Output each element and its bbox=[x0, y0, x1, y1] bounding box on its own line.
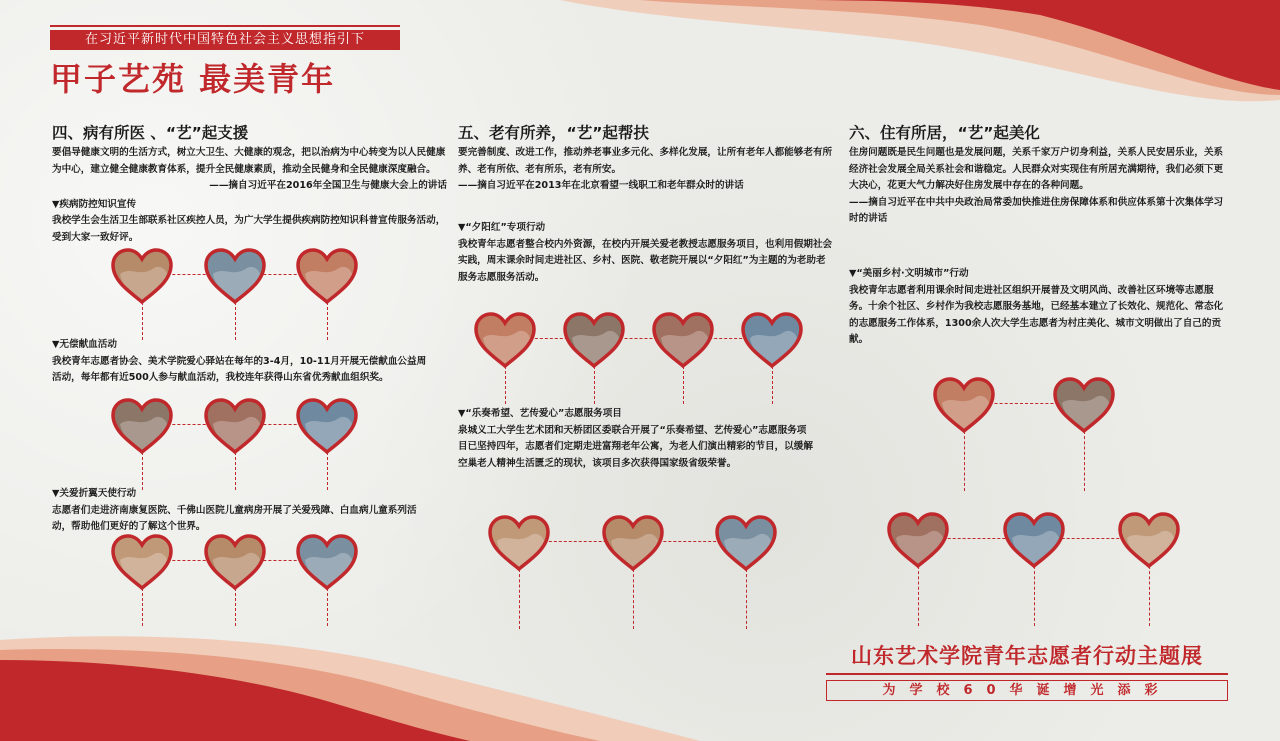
subsection-title: ▼关爱折翼天使行动 bbox=[52, 488, 137, 499]
subsection-title: ▼“夕阳红”专项行动 bbox=[458, 222, 546, 233]
caption-stem bbox=[746, 569, 747, 629]
footer-rule bbox=[826, 673, 1228, 675]
heart-photo-frame bbox=[1002, 512, 1066, 568]
heart-photo-frame bbox=[487, 515, 551, 571]
section-blood-donation bbox=[52, 335, 427, 387]
heart-photo-frame bbox=[932, 377, 996, 433]
caption-stem bbox=[1034, 566, 1035, 626]
caption-stem bbox=[772, 366, 773, 404]
heart-photo-frame bbox=[295, 534, 359, 590]
heart-photo-frame bbox=[1052, 377, 1116, 433]
section-medical bbox=[52, 122, 447, 246]
subsection-text: 我校学生会生活卫生部联系社区疾控人员，为广大学生提供疾病防控知识科普宣传服务活动，受到大家一致好评。 bbox=[52, 215, 446, 243]
caption-stem bbox=[519, 569, 520, 629]
heart-photo-frame bbox=[473, 312, 537, 368]
caption-stem bbox=[594, 366, 595, 404]
heart-photo-frame bbox=[601, 515, 665, 571]
subsection-text: 志愿者们走进济南康复医院、千佛山医院儿童病房开展了关爱残障、白血病儿童系列活动，帮助他们更好的了解这个世界。 bbox=[52, 504, 417, 532]
caption-stem bbox=[235, 588, 236, 626]
caption-stem bbox=[964, 431, 965, 491]
heart-photo-frame bbox=[110, 398, 174, 454]
caption-stem bbox=[1084, 431, 1085, 491]
caption-stem bbox=[235, 302, 236, 340]
caption-stem bbox=[142, 588, 143, 626]
caption-stem bbox=[918, 566, 919, 626]
section-heading: 六、住有所居，“艺”起美化 bbox=[849, 124, 1040, 142]
heart-photo-frame bbox=[714, 515, 778, 571]
section-beautiful-village bbox=[849, 264, 1227, 349]
heart-photo-frame bbox=[740, 312, 804, 368]
page-title: 甲子艺苑 最美青年 bbox=[50, 60, 336, 98]
heart-photo-frame bbox=[886, 512, 950, 568]
subsection-title: ▼“乐奏希望、艺传爱心”志愿服务项目 bbox=[458, 408, 622, 419]
caption-stem bbox=[1149, 566, 1150, 626]
section-quote: ——摘自习近平在2013年在北京看望一线职工和老年群众时的讲话 bbox=[458, 180, 744, 191]
header-subtitle: 在习近平新时代中国特色社会主义思想指引下 bbox=[50, 30, 400, 50]
section-elderly bbox=[458, 122, 833, 195]
heart-photo-frame bbox=[203, 248, 267, 304]
section-sunset bbox=[458, 218, 833, 286]
section-quote: ——摘自习近平在中共中央政治局常委加快推进住房保障体系和供应体系第十次集体学习时的讲话 bbox=[849, 196, 1224, 224]
heart-photo-frame bbox=[1117, 512, 1181, 568]
subsection-text: 泉城义工大学生艺术团和天桥团区委联合开展了“乐奏希望、艺传爱心”志愿服务项目已坚持四年，志愿者们定期走进富翔老年公寓，为老人们演出精彩的节目，以缓解空巢老人精神生活匮乏的现状，该项目多次获得国家级省级荣誉。 bbox=[458, 424, 813, 469]
section-angels bbox=[52, 484, 417, 536]
subsection-title: ▼无偿献血活动 bbox=[52, 339, 117, 350]
section-heading: 五、老有所养，“艺”起帮扶 bbox=[458, 124, 649, 142]
caption-stem bbox=[505, 366, 506, 404]
caption-stem bbox=[235, 452, 236, 490]
heart-photo-frame bbox=[651, 312, 715, 368]
caption-stem bbox=[142, 452, 143, 490]
heart-photo-frame bbox=[110, 534, 174, 590]
caption-stem bbox=[327, 452, 328, 490]
connector-line bbox=[505, 338, 772, 339]
section-intro: 住房问题既是民生问题也是发展问题，关系千家万户切身利益，关系人民安居乐业，关系经济社会发展全局关系社会和谐稳定。人民群众对实现住有所居充满期待，我们必须下更大决心，花更大气力解决好住房发展中存在的各种问题。 bbox=[849, 147, 1224, 191]
subsection-title: ▼疾病防控知识宣传 bbox=[52, 198, 137, 210]
section-music-hope bbox=[458, 404, 813, 472]
header-rule bbox=[50, 25, 400, 27]
subsection-title: ▼“美丽乡村·文明城市”行动 bbox=[849, 268, 969, 279]
section-housing bbox=[849, 122, 1227, 228]
heart-photo-frame bbox=[203, 534, 267, 590]
heart-photo-frame bbox=[295, 398, 359, 454]
section-intro: 要倡导健康文明的生活方式，树立大卫生、大健康的观念，把以治病为中心转变为以人民健康为中心，建立健全健康教育体系，提升全民健康素质，推动全民健身和全民健康深度融合。 bbox=[52, 147, 446, 175]
caption-stem bbox=[327, 302, 328, 340]
heart-photo-frame bbox=[203, 398, 267, 454]
heart-photo-frame bbox=[110, 248, 174, 304]
caption-stem bbox=[327, 588, 328, 626]
subsection-text: 我校青年志愿者利用课余时间走进社区组织开展普及文明风尚、改善社区环境等志愿服务。十余个社区、乡村作为我校志愿服务基地，已经基本建立了长效化、规范化、常态化的志愿服务工作体系，1300余人次大学生志愿者为村庄美化、城市文明做出了自己的贡献。 bbox=[849, 284, 1224, 345]
heart-photo-frame bbox=[562, 312, 626, 368]
slogan-box: 为学校60华诞增光添彩 bbox=[826, 680, 1228, 701]
subsection-text: 我校青年志愿者整合校内外资源，在校内开展关爱老教授志愿服务项目，也利用假期社会实践，周末课余时间走进社区、乡村、医院、敬老院开展以“夕阳红”为主题的为老助老服务志愿服务活动。 bbox=[458, 238, 833, 283]
subsection-text: 我校青年志愿者协会、美术学院爱心驿站在每年的3-4月，10-11月开展无偿献血公益周活动，每年都有近500人参与献血活动，我校连年获得山东省优秀献血组织奖。 bbox=[52, 355, 427, 383]
caption-stem bbox=[683, 366, 684, 404]
exhibition-title: 山东艺术学院青年志愿者行动主题展 bbox=[851, 644, 1203, 668]
section-intro: 要完善制度、改进工作，推动养老事业多元化、多样化发展，让所有老年人都能够老有所养、老有所依、老有所乐，老有所安。 bbox=[458, 147, 833, 175]
section-quote: ——摘自习近平在2016年全国卫生与健康大会上的讲话 bbox=[209, 180, 447, 191]
section-heading: 四、病有所医 、“艺”起支援 bbox=[52, 124, 249, 142]
heart-photo-frame bbox=[295, 248, 359, 304]
caption-stem bbox=[633, 569, 634, 629]
caption-stem bbox=[142, 302, 143, 340]
